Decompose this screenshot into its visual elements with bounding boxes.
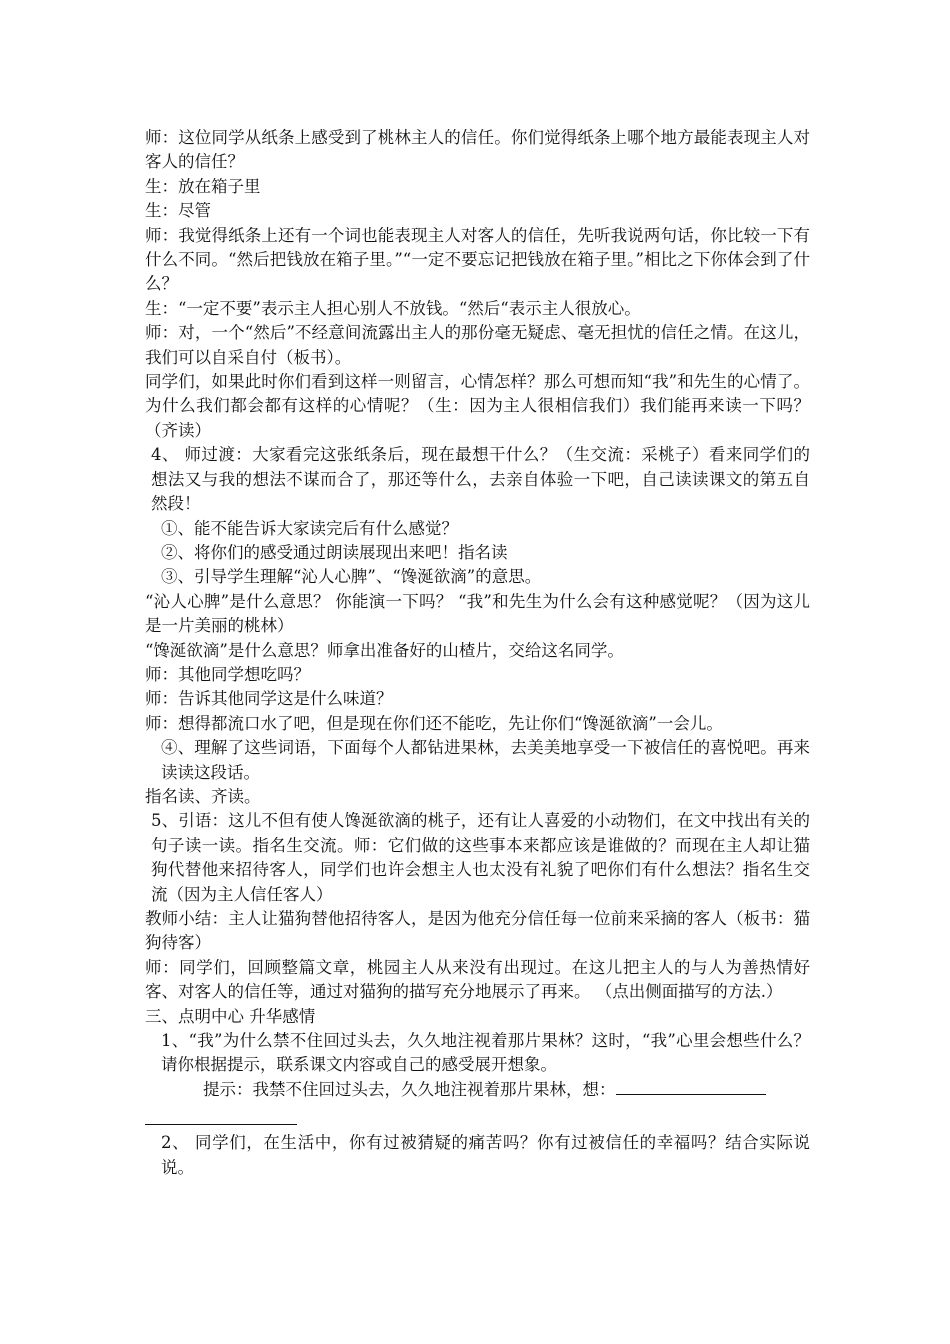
paragraph: 4、 师过渡：大家看完这张纸条后，现在最想干什么？（生交流：采桃子）看来同学们的想法又与我的想法不谋而合了，那还等什么，去亲自体验一下吧，自己读读课文的第五自然段！ — [151, 445, 810, 514]
paragraph: 师：告诉其他同学这是什么味道？ — [145, 689, 393, 709]
paragraph: 生：“一定不要”表示主人担心别人不放钱。“然后“表示主人很放心。 — [145, 298, 641, 318]
paragraph: “馋涎欲滴”是什么意思？师拿出准备好的山楂片，交给这名同学。 — [145, 640, 624, 660]
list-item: ①、能不能告诉大家读完后有什么感觉？ — [161, 518, 458, 538]
paragraph: 生：放在箱子里 — [145, 176, 261, 196]
document-body — [145, 126, 810, 1180]
paragraph: 1、“我”为什么禁不住回过头去，久久地注视着那片果林？这时，“我”心里会想些什么？请你根据提示，联系课文内容或自己的感受展开想象。 — [161, 1031, 810, 1075]
list-item: ③、引导学生理解“沁人心脾”、“馋涎欲滴”的意思。 — [161, 567, 542, 587]
list-item: ②、将你们的感受通过朗读展现出来吧！指名读 — [161, 542, 508, 562]
fill-in-blank-continuation — [145, 1124, 297, 1125]
paragraph: 指名读、齐读。 — [145, 786, 261, 806]
fill-in-blank — [616, 1078, 766, 1095]
paragraph: 师：这位同学从纸条上感受到了桃林主人的信任。你们觉得纸条上哪个地方最能表现主人对客人的信任？ — [145, 128, 810, 172]
paragraph: 同学们，如果此时你们看到这样一则留言，心情怎样？那么可想而知“我”和先生的心情了。为什么我们都会都有这样的心情呢？（生：因为主人很相信我们）我们能再来读一下吗？（齐读） — [145, 372, 810, 440]
paragraph: “沁人心脾”是什么意思？ 你能演一下吗？ “我”和先生为什么会有这种感觉呢？（因为这儿是一片美丽的桃林） — [145, 591, 810, 636]
paragraph: 师：同学们，回顾整篇文章，桃园主人从来没有出现过。在这儿把主人的与人为善热情好客、对客人的信任等，通过对猫狗的描写充分地展示了再来。 （点出侧面描写的方法.） — [145, 957, 810, 1002]
section-heading: 三、点明中心 升华感情 — [145, 1006, 316, 1026]
paragraph: 师：我觉得纸条上还有一个词也能表现主人对客人的信任，先听我说两句话，你比较一下有什么不同。“然后把钱放在箱子里。”“一定不要忘记把钱放在箱子里。”相比之下你体会到了什么？ — [145, 225, 810, 294]
paragraph: 师：想得都流口水了吧，但是现在你们还不能吃，先让你们“馋涎欲滴”一会儿。 — [145, 713, 723, 733]
paragraph: 2、 同学们，在生活中，你有过被猜疑的痛苦吗？你有过被信任的幸福吗？结合实际说说。 — [161, 1133, 810, 1177]
paragraph: 师：其他同学想吃吗？ — [145, 664, 310, 684]
list-item: ④、理解了这些词语，下面每个人都钻进果林，去美美地享受一下被信任的喜悦吧。再来读读这段话。 — [161, 738, 810, 782]
paragraph: 生：尽管 — [145, 201, 211, 221]
hint-text: 提示：我禁不住回过头去，久久地注视着那片果林，想： — [203, 1079, 616, 1099]
paragraph: 师：对，一个“然后”不经意间流露出主人的那份毫无疑虑、毫无担忧的信任之情。在这儿，我们可以自采自付（板书）。 — [145, 323, 810, 367]
hint-line — [145, 1078, 810, 1102]
paragraph: 5、引语：这儿不但有使人馋涎欲滴的桃子，还有让人喜爱的小动物们，在文中找出有关的句子读一读。指名生交流。师：它们做的这些事本来都应该是谁做的？而现在主人却让猫狗代替他来招待客人，同学们也许会想主人也太没有礼貌了吧你们有什么想法？指名生交流（因为主人信任客人） — [151, 811, 810, 904]
paragraph: 教师小结：主人让猫狗替他招待客人，是因为他充分信任每一位前来采摘的客人（板书：猫狗待客） — [145, 909, 810, 953]
